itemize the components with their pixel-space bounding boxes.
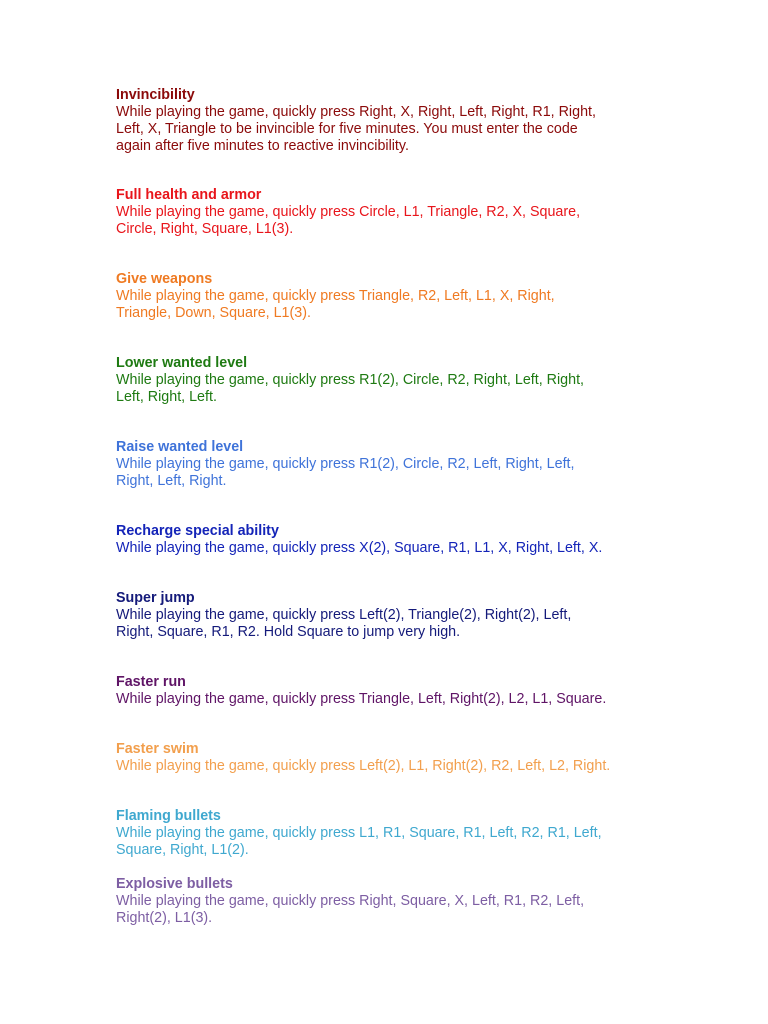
cheat-faster-swim — [116, 741, 676, 775]
cheat-description-line: Left, X, Triangle to be invincible for five minutes. You must enter the code — [116, 121, 578, 137]
cheat-super-jump — [116, 590, 676, 641]
cheat-description-line: While playing the game, quickly press L1, R1, Square, R1, Left, R2, R1, Left, — [116, 825, 602, 841]
cheat-title: Recharge special ability — [116, 523, 279, 539]
cheat-title: Faster swim — [116, 741, 199, 757]
cheat-full-health-and-armor — [116, 187, 676, 238]
cheat-description-line: Right(2), L1(3). — [116, 910, 213, 926]
cheat-description-line: While playing the game, quickly press Right, Square, X, Left, R1, R2, Left, — [116, 893, 585, 909]
cheat-recharge-special-ability — [116, 523, 676, 557]
cheat-lower-wanted-level — [116, 355, 676, 406]
cheat-description-line: While playing the game, quickly press Triangle, R2, Left, L1, X, Right, — [116, 288, 555, 304]
cheat-description-line: While playing the game, quickly press Left(2), L1, Right(2), R2, Left, L2, Right. — [116, 758, 611, 774]
cheat-title: Super jump — [116, 590, 195, 606]
cheat-title: Flaming bullets — [116, 808, 221, 824]
cheat-raise-wanted-level — [116, 439, 676, 490]
cheat-description-line: While playing the game, quickly press R1(2), Circle, R2, Left, Right, Left, — [116, 456, 575, 472]
cheat-explosive-bullets — [116, 876, 676, 927]
cheat-title: Invincibility — [116, 87, 195, 103]
cheat-description-line: While playing the game, quickly press X(2), Square, R1, L1, X, Right, Left, X. — [116, 540, 603, 556]
cheat-description-line: While playing the game, quickly press R1(2), Circle, R2, Right, Left, Right, — [116, 372, 585, 388]
cheat-description-line: Square, Right, L1(2). — [116, 842, 249, 858]
cheat-description-line: While playing the game, quickly press Right, X, Right, Left, Right, R1, Right, — [116, 104, 596, 120]
cheat-title: Give weapons — [116, 271, 213, 287]
cheat-title: Faster run — [116, 674, 186, 690]
cheat-title: Explosive bullets — [116, 876, 233, 892]
cheat-description-line: Circle, Right, Square, L1(3). — [116, 221, 294, 237]
cheat-give-weapons — [116, 271, 676, 322]
cheat-faster-run — [116, 674, 676, 708]
cheat-description-line: Right, Square, R1, R2. Hold Square to jump very high. — [116, 624, 461, 640]
cheat-title: Full health and armor — [116, 187, 262, 203]
cheat-description-line: While playing the game, quickly press Circle, L1, Triangle, R2, X, Square, — [116, 204, 581, 220]
cheat-title: Raise wanted level — [116, 439, 244, 455]
cheat-description-line: While playing the game, quickly press Triangle, Left, Right(2), L2, L1, Square. — [116, 691, 607, 707]
cheat-description-line: Triangle, Down, Square, L1(3). — [116, 305, 311, 321]
cheat-description-line: Left, Right, Left. — [116, 389, 217, 405]
cheat-description-line: Right, Left, Right. — [116, 473, 227, 489]
cheat-invincibility — [116, 87, 676, 155]
cheat-description-line: again after five minutes to reactive invincibility. — [116, 138, 409, 154]
cheat-flaming-bullets — [116, 808, 676, 859]
cheat-description-line: While playing the game, quickly press Left(2), Triangle(2), Right(2), Left, — [116, 607, 572, 623]
cheat-title: Lower wanted level — [116, 355, 248, 371]
